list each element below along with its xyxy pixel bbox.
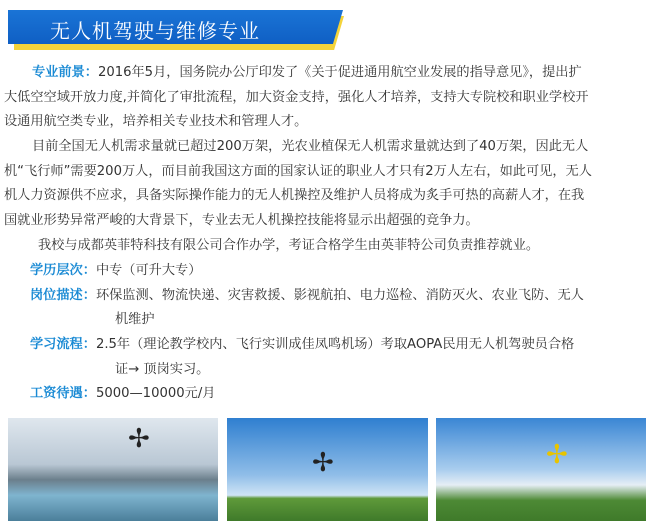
drone-photo-field — [227, 418, 428, 521]
item-process-cont: 证→ 顶岗实习。 — [115, 362, 210, 377]
item-jobs — [30, 286, 584, 306]
drone-icon: ✢ — [312, 448, 334, 478]
para2-line: 机人力资源供不应求，具备实际操作能力的无人机操控及维护人员将成为炙手可热的高薪人才，在我 — [4, 188, 585, 203]
intro-line: 大低空空域开放力度,并简化了审批流程，加大资金支持，强化人才培养，支持大专院校和职业学校开 — [4, 90, 589, 105]
item-label: 工资待遇： — [30, 386, 96, 401]
para2-line: 机“飞行师”需要200万人，而目前我国这方面的国家认证的职业人才只有2万人左右，如此可见，无人 — [4, 164, 592, 179]
item-text: 5000—10000元/月 — [95, 386, 216, 401]
item-text: 中专（可升大专） — [95, 263, 202, 278]
drone-photo-lake — [8, 418, 218, 521]
item-label: 学历层次： — [30, 263, 96, 278]
drone-icon: ✢ — [128, 424, 150, 454]
item-salary — [30, 384, 215, 404]
intro-line — [32, 63, 582, 83]
para3-line: 我校与成都英菲特科技有限公司合作办学，考证合格学生由英菲特公司负责推荐就业。 — [38, 238, 540, 253]
para2-line: 目前全国无人机需求量就已超过200万架，光农业植保无人机需求量就达到了40万架，因此无人 — [32, 139, 589, 154]
section-title-banner — [8, 10, 348, 50]
item-label: 岗位描述： — [30, 288, 96, 303]
item-process — [30, 335, 574, 355]
item-label: 学习流程： — [30, 337, 96, 352]
drone-photo-farm — [436, 418, 646, 521]
item-education — [30, 261, 201, 281]
page-title: 无人机驾驶与维修专业 — [50, 19, 260, 43]
intro-text: 2016年5月，国务院办公厅印发了《关于促进通用航空业发展的指导意见》，提出扩 — [97, 65, 582, 80]
item-text: 环保监测、物流快递、灾害救援、影视航拍、电力巡检、消防灭火、农业飞防、无人 — [95, 288, 584, 303]
item-jobs-cont: 机维护 — [115, 312, 155, 327]
drone-icon: ✢ — [546, 440, 568, 470]
item-text: 2.5年（理论教学校内、飞行实训成佳凤鸣机场）考取AOPA民用无人机驾驶员合格 — [95, 337, 575, 352]
para2-line: 国就业形势异常严峻的大背景下，专业去无人机操控技能将显示出超强的竞争力。 — [4, 213, 479, 228]
intro-line: 设通用航空类专业，培养相关专业技术和管理人才。 — [4, 114, 308, 129]
intro-label: 专业前景： — [32, 65, 98, 80]
